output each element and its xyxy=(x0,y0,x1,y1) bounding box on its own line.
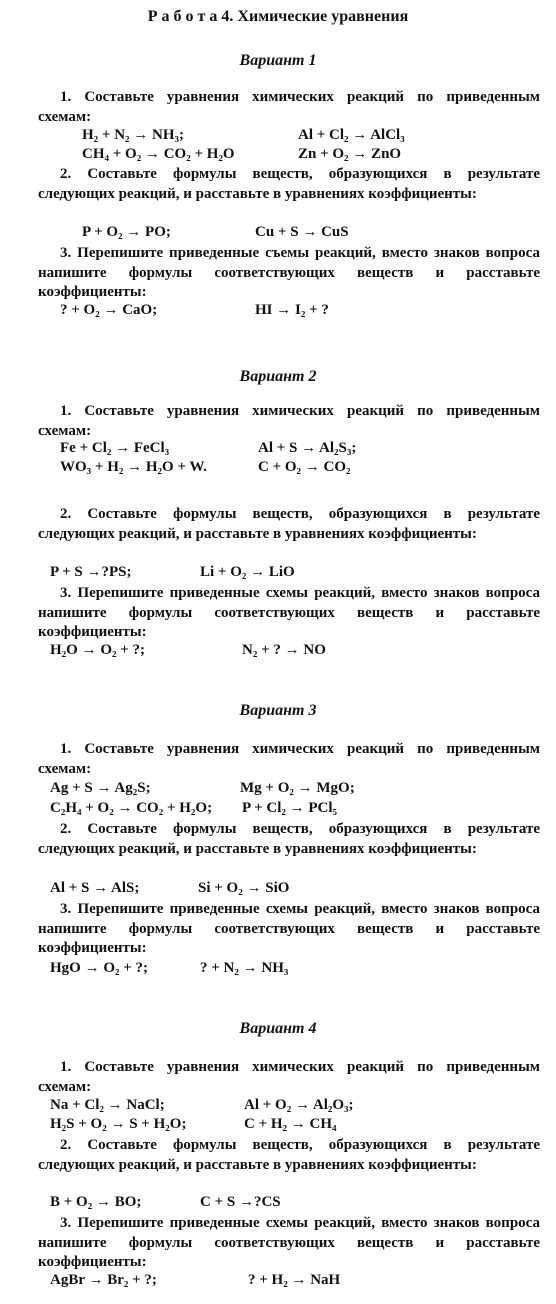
equation: B + O₂ → BO; xyxy=(50,1194,142,1210)
variant-2-heading: Вариант 2 xyxy=(239,368,317,385)
equation: CH₄ + O₂ → CO₂ + H₂O xyxy=(82,146,235,162)
equation: WO₃ + H₂ → H₂O + W. xyxy=(60,459,207,475)
equation: C + H₂ → CH₄ xyxy=(244,1116,337,1132)
variant-1-task-2: 2. Составьте формулы веществ, образующихся в результате следующих реакций, и расставьте в уравнениях коэффициенты: xyxy=(38,166,540,202)
page-title: Р а б о т а 4. Химические уравнения xyxy=(147,8,409,25)
variant-4-task-2: 2. Составьте формулы веществ, образующихся в результате следующих реакций, и расставьте в уравнениях коэффициенты: xyxy=(38,1137,540,1173)
variant-3-task-1: 1. Составьте уравнения химических реакций по приведенным схемам: xyxy=(38,741,540,777)
variant-2-task-1: 1. Составьте уравнения химических реакций по приведенным схемам: xyxy=(38,403,540,439)
equation: P + Cl₂ → PCl₅ xyxy=(242,800,338,816)
equation: P + S →?PS; xyxy=(50,564,132,580)
variant-4-heading: Вариант 4 xyxy=(239,1020,317,1037)
equation: H₂S + O₂ → S + H₂O; xyxy=(50,1116,187,1132)
equation: HgO → O₂ + ?; xyxy=(50,960,149,976)
equation: Li + O₂ → LiO xyxy=(200,564,295,580)
equation: H₂O → O₂ + ?; xyxy=(50,642,146,658)
equation: Mg + O₂ → MgO; xyxy=(240,780,355,796)
variant-4-task-3: 3. Перепишите приведенные схемы реакций, вместо знаков вопроса напишите формулы соответствующих веществ и расставьте коэффициенты: xyxy=(38,1215,540,1271)
variant-1-task-1: 1. Составьте уравнения химических реакций по приведенным схемам: xyxy=(38,89,540,125)
variant-3-task-2: 2. Составьте формулы веществ, образующихся в результате следующих реакций, и расставьте в уравнениях коэффициенты: xyxy=(38,821,540,857)
equation: ? + O₂ → CaO; xyxy=(60,302,158,318)
equation: HI → I₂ + ? xyxy=(255,302,329,318)
equation: N₂ + ? → NO xyxy=(242,642,326,658)
equation: Al + S → Al₂S₃; xyxy=(258,440,357,456)
equation: Al + S → AlS; xyxy=(50,880,140,896)
equation: Al + O₂ → Al₂O₃; xyxy=(244,1097,354,1113)
variant-3-task-3: 3. Перепишите приведенные схемы реакций, вместо знаков вопроса напишите формулы соответствующих веществ и расставьте коэффициенты: xyxy=(38,901,540,957)
equation: C + O₂ → CO₂ xyxy=(258,459,351,475)
equation: Al + Cl₂ → AlCl₃ xyxy=(298,127,405,143)
equation: Zn + O₂ → ZnO xyxy=(298,146,402,162)
variant-2-task-2: 2. Составьте формулы веществ, образующихся в результате следующих реакций, и расставьте в уравнениях коэффициенты: xyxy=(38,506,540,542)
variant-2-task-3: 3. Перепишите приведенные схемы реакций, вместо знаков вопроса напишите формулы соответствующих веществ и расставьте коэффициенты: xyxy=(38,585,540,641)
equation: P + O₂ → PO; xyxy=(82,224,171,240)
variant-1-heading: Вариант 1 xyxy=(239,52,317,69)
variant-3-heading: Вариант 3 xyxy=(239,702,317,719)
equation: AgBr → Br₂ + ?; xyxy=(50,1272,157,1288)
equation: Si + O₂ → SiO xyxy=(198,880,290,896)
equation: Fe + Cl₂ → FeCl₃ xyxy=(60,440,170,456)
equation: Na + Cl₂ → NaCl; xyxy=(50,1097,165,1113)
equation: Cu + S → CuS xyxy=(255,224,349,240)
variant-1-task-3: 3. Перепишите приведенные съемы реакций, вместо знаков вопроса напишите формулы соответствующих веществ и расставьте коэффициенты: xyxy=(38,245,540,301)
variant-4-task-1: 1. Составьте уравнения химических реакций по приведенным схемам: xyxy=(38,1059,540,1095)
equation: ? + H₂ → NaH xyxy=(248,1272,341,1288)
equation: Ag + S → Ag₂S; xyxy=(50,780,151,796)
equation: C + S →?CS xyxy=(200,1194,281,1210)
equation: ? + N₂ → NH₃ xyxy=(200,960,289,976)
equation: H₂ + N₂ → NH₃; xyxy=(82,127,185,143)
equation: C₂H₄ + O₂ → CO₂ + H₂O; xyxy=(50,800,213,816)
